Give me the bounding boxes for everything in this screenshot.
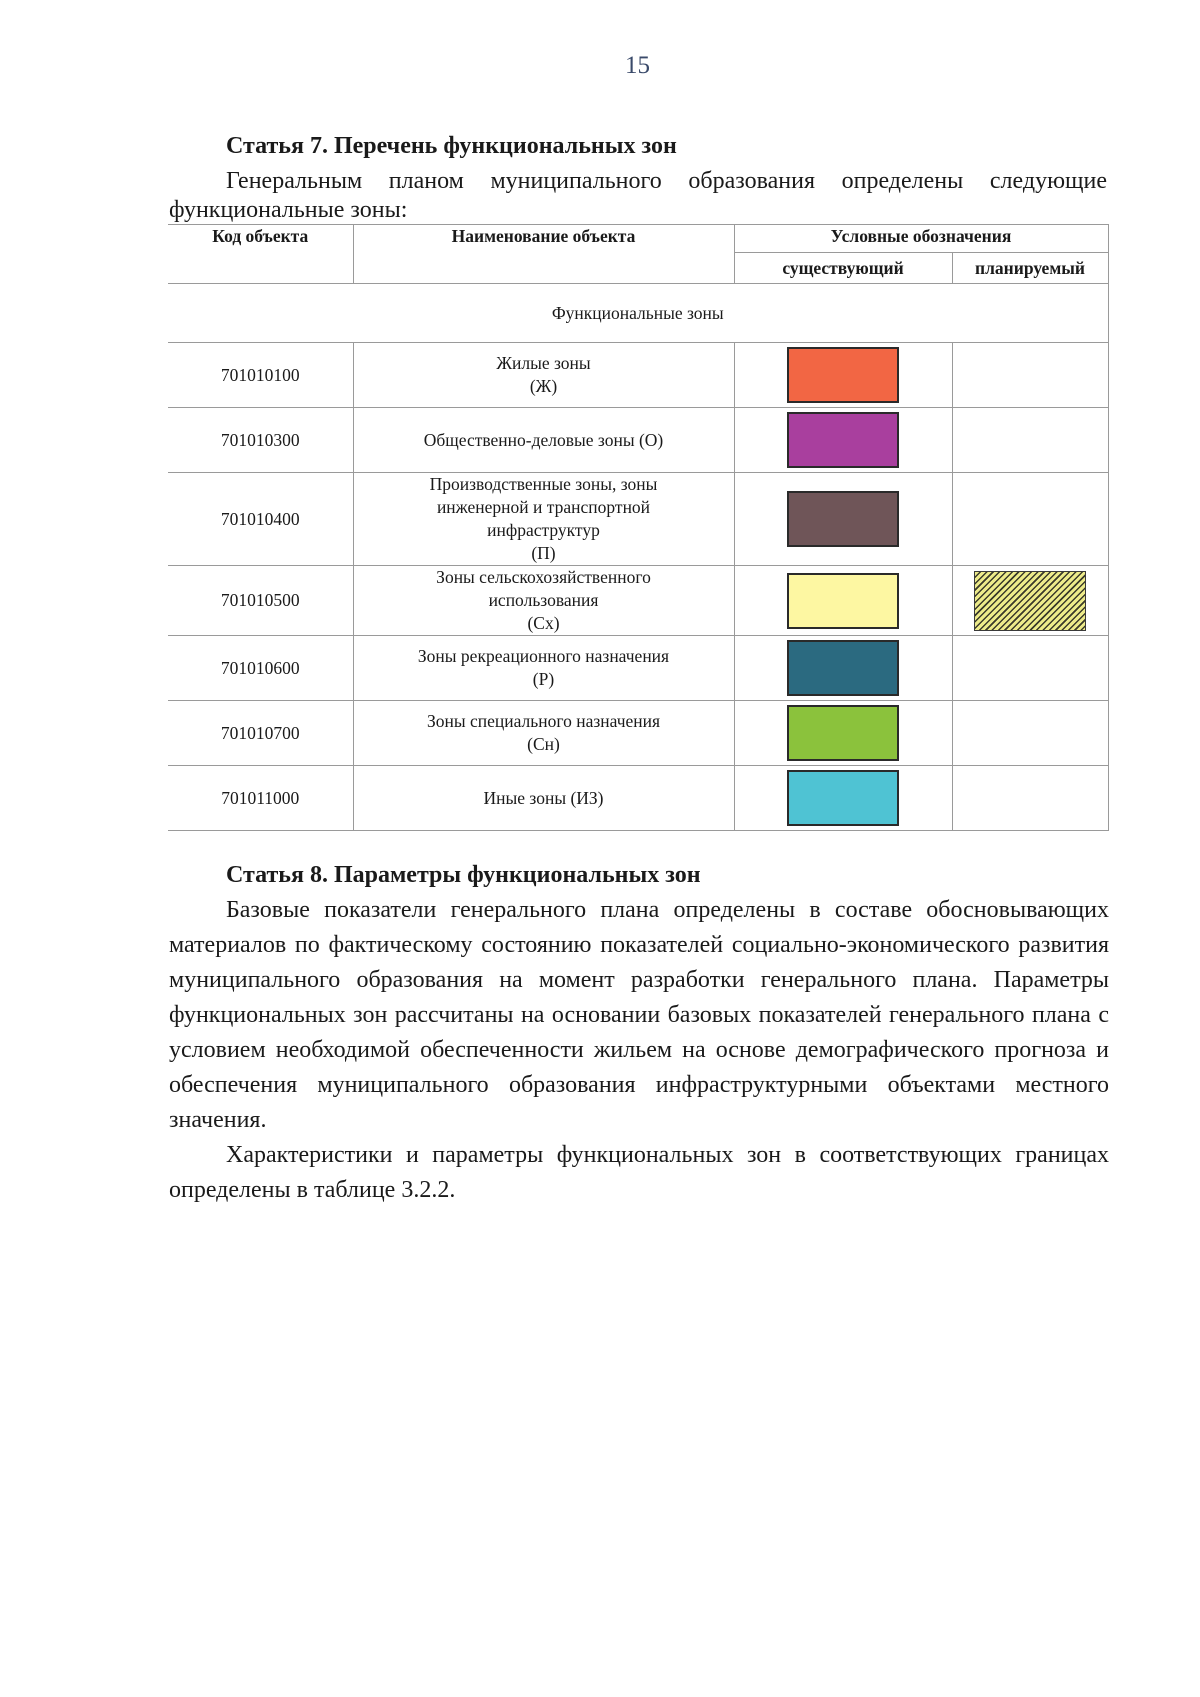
group-label: Функциональные зоны <box>168 284 1108 343</box>
zone-name-line: (П) <box>531 543 556 563</box>
existing-legend-cell <box>734 566 952 636</box>
planned-legend-cell <box>952 701 1108 766</box>
table-row <box>168 566 1108 636</box>
zone-name <box>353 566 734 636</box>
existing-color-swatch <box>787 491 899 547</box>
planned-legend-cell <box>952 766 1108 831</box>
zone-name <box>353 343 734 408</box>
header-legend: Условные обозначения <box>734 225 1108 253</box>
zone-name-line: Общественно-деловые зоны (О) <box>423 429 664 450</box>
zone-name-line: инфраструктур <box>487 520 600 540</box>
planned-legend-cell <box>952 473 1108 566</box>
planned-hatch-swatch <box>974 571 1086 631</box>
existing-legend-cell <box>734 473 952 566</box>
zone-name <box>353 766 734 831</box>
header-name: Наименование объекта <box>353 225 734 284</box>
zone-code: 701010100 <box>168 343 353 408</box>
article-7-intro: Генеральным планом муниципального образования определены следующие функциональные зоны: <box>169 168 1107 223</box>
zone-name-line: (Сн) <box>527 734 560 754</box>
page-number: 15 <box>625 52 650 79</box>
functional-zones-table <box>168 224 1109 831</box>
zone-name-line: Зоны сельскохозяйственного <box>436 567 651 587</box>
article-8-title: Статья 8. Параметры функциональных зон <box>226 862 701 888</box>
zone-name-line: инженерной и транспортной <box>436 497 651 517</box>
body-paragraph: Базовые показатели генерального плана определены в составе обосновывающих материалов по фактическому состоянию показателей социально-экономического развития муниципального образования на момент разработки генерального плана. Параметры функциональных зон рассчитаны на основании базовых показателей генерального плана с условием необходимой обеспеченности жильем на основе демографического прогноза и обеспечения муниципального образования инфраструктурными объектами местного значения. <box>169 897 1109 1133</box>
table-row <box>168 473 1108 566</box>
article-7-title: Статья 7. Перечень функциональных зон <box>226 133 677 159</box>
existing-color-swatch <box>787 705 899 761</box>
zone-code: 701010400 <box>168 473 353 566</box>
table-row <box>168 766 1108 831</box>
table-row <box>168 343 1108 408</box>
zone-name <box>353 473 734 566</box>
planned-legend-cell <box>952 566 1108 636</box>
existing-legend-cell <box>734 701 952 766</box>
existing-color-swatch <box>787 412 899 468</box>
existing-legend-cell <box>734 408 952 473</box>
header-code: Код объекта <box>168 225 353 284</box>
table-row <box>168 701 1108 766</box>
header-existing: существующий <box>734 253 952 284</box>
zone-name-line: (Ж) <box>529 376 558 396</box>
table-row <box>168 408 1108 473</box>
existing-color-swatch <box>787 770 899 826</box>
zone-name-line: Зоны специального назначения <box>426 711 661 731</box>
zone-code: 701010600 <box>168 636 353 701</box>
planned-legend-cell <box>952 343 1108 408</box>
existing-color-swatch <box>787 347 899 403</box>
zone-name-line: (Р) <box>532 669 555 689</box>
zone-name-line: Зоны рекреационного назначения <box>417 646 670 666</box>
zone-code: 701010300 <box>168 408 353 473</box>
zone-name <box>353 636 734 701</box>
zone-name <box>353 701 734 766</box>
zone-code: 701011000 <box>168 766 353 831</box>
planned-legend-cell <box>952 636 1108 701</box>
zone-name-line: Иные зоны (ИЗ) <box>483 787 604 808</box>
zone-name-line: использования <box>488 590 599 610</box>
existing-legend-cell <box>734 766 952 831</box>
article-8-body <box>169 893 1109 1208</box>
existing-legend-cell <box>734 343 952 408</box>
zone-code: 701010700 <box>168 701 353 766</box>
body-paragraph: Характеристики и параметры функциональных зон в соответствующих границах определены в таблице 3.2.2. <box>169 1142 1109 1203</box>
existing-color-swatch <box>787 640 899 696</box>
existing-legend-cell <box>734 636 952 701</box>
table-row <box>168 636 1108 701</box>
header-planned: планируемый <box>952 253 1108 284</box>
zone-code: 701010500 <box>168 566 353 636</box>
zone-name-line: Производственные зоны, зоны <box>429 474 658 494</box>
zone-name <box>353 408 734 473</box>
planned-legend-cell <box>952 408 1108 473</box>
existing-color-swatch <box>787 573 899 629</box>
zone-name-line: Жилые зоны <box>496 353 591 373</box>
zone-name-line: (Сх) <box>527 613 560 633</box>
